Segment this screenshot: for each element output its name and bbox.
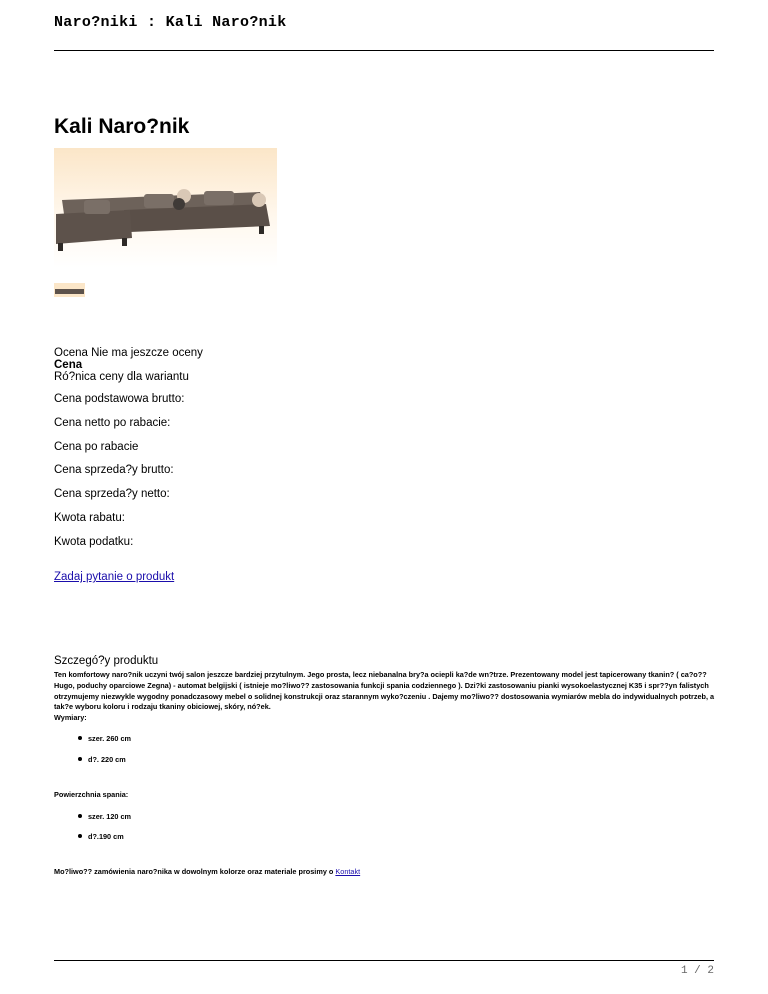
document-header-title: Naro?niki : Kali Naro?nik — [54, 14, 287, 31]
page-number: 1 / 2 — [680, 965, 714, 977]
product-thumbnail[interactable] — [54, 283, 85, 297]
rating-text: Ocena Nie ma jeszcze oceny — [54, 347, 203, 359]
price-row: Cena sprzeda?y brutto: — [54, 464, 174, 476]
price-row: Cena netto po rabacie: — [54, 417, 171, 429]
sleeping-area-label: Powierzchnia spania: — [54, 790, 129, 799]
header-divider — [54, 50, 714, 51]
price-row: Kwota rabatu: — [54, 512, 125, 524]
list-item: d?.190 cm — [78, 832, 124, 841]
price-row: Kwota podatku: — [54, 536, 134, 548]
order-note: Mo?liwo?? zamówienia naro?nika w dowolnym kolorze oraz materiale prosimy o Kontakt — [54, 867, 361, 876]
dimensions-label: Wymiary: — [54, 713, 87, 722]
list-item: szer. 260 cm — [78, 734, 131, 743]
product-description: Ten komfortowy naro?nik uczyni twój salon jeszcze bardziej przytulnym. Jego prosta, lecz niebanalna bry?a ociepli ka?de wn?trze. Prezentowany model jest tapicerowany tkanin? ( ca?o?? Hugo, poduchy oparciowe Zegna) - automat belgijski ( istnieje mo?liwo?? zastosowania funkcji spania codziennego ). Dzi?ki zastosowaniu pianki wysokoelastycznej K35 i spr??yn falistych otrzymujemy niezwykle wygodny ponadczasowy mebel o solidnej konstrukcji oraz starannym wyko?czeniu . Dajemy mo?liwo?? dostosowania wymiarów mebla do indywidualnych potrzeb, a tak?e wyboru koloru i rodzaju tkaniny obiciowej, skóry, nó?ek. — [54, 670, 715, 712]
list-item: d?. 220 cm — [78, 755, 126, 764]
price-row: Cena po rabacie — [54, 441, 139, 453]
list-item: szer. 120 cm — [78, 812, 131, 821]
contact-link[interactable]: Kontakt — [335, 867, 361, 876]
product-title: Kali Naro?nik — [54, 115, 190, 138]
details-heading: Szczegó?y produktu — [54, 655, 159, 667]
price-row: Cena podstawowa brutto: — [54, 393, 185, 405]
product-main-image[interactable] — [54, 148, 277, 268]
footer-divider — [54, 960, 714, 961]
price-row: Cena sprzeda?y netto: — [54, 488, 170, 500]
price-heading: Cena — [54, 359, 83, 371]
variant-price-diff: Ró?nica ceny dla wariantu — [54, 371, 189, 383]
ask-question-link[interactable]: Zadaj pytanie o produkt — [54, 571, 175, 583]
